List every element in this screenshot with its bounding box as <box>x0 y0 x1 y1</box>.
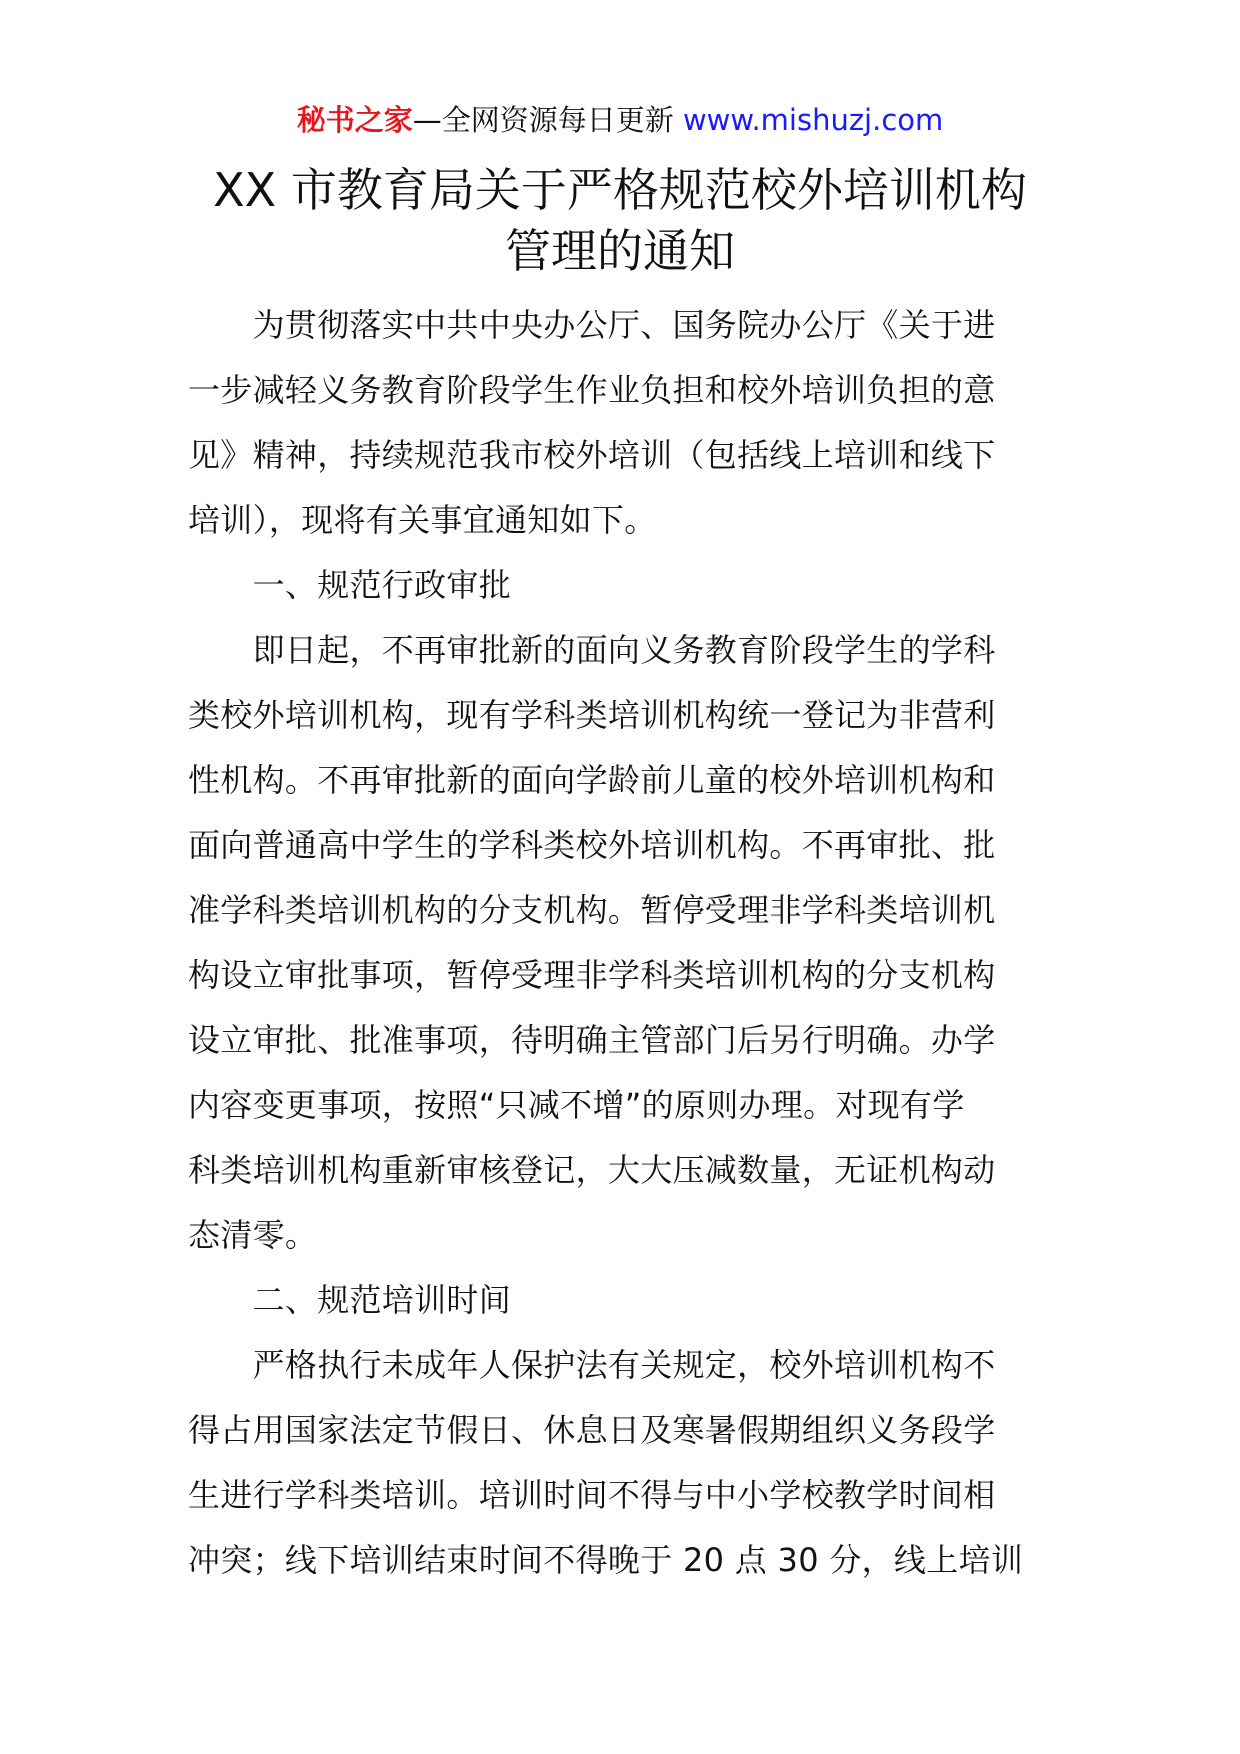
body-line: 准学科类培训机构的分支机构。暂停受理非学科类培训机 <box>188 891 996 929</box>
body-line: 严格执行未成年人保护法有关规定，校外培训机构不 <box>188 1346 996 1384</box>
body-line: 态清零。 <box>188 1216 318 1254</box>
site-url-link[interactable]: www.mishuzj.com <box>682 103 944 137</box>
section-heading-2: 二、规范培训时间 <box>188 1281 512 1319</box>
banner-slogan: —全网资源每日更新 <box>412 103 674 137</box>
body-line: 构设立审批事项，暂停受理非学科类培训机构的分支机构 <box>188 956 996 994</box>
body-line: 一步减轻义务教育阶段学生作业负担和校外培训负担的意 <box>188 371 996 409</box>
body-line: 内容变更事项，按照“只减不增”的原则办理。对现有学 <box>188 1086 965 1124</box>
body-line: 即日起，不再审批新的面向义务教育阶段学生的学科 <box>188 631 996 669</box>
section-heading-1: 一、规范行政审批 <box>188 566 512 604</box>
body-line: 科类培训机构重新审核登记，大大压减数量，无证机构动 <box>188 1151 996 1189</box>
body-line: 为贯彻落实中共中央办公厅、国务院办公厅《关于进 <box>188 306 996 344</box>
body-line: 生进行学科类培训。培训时间不得与中小学校教学时间相 <box>188 1476 996 1514</box>
brand-name: 秘书之家 <box>296 103 413 137</box>
body-line: 性机构。不再审批新的面向学龄前儿童的校外培训机构和 <box>188 761 996 799</box>
body-line: 培训），现将有关事宜通知如下。 <box>188 501 657 539</box>
body-line: 见》精神，持续规范我市校外培训（包括线上培训和线下 <box>188 436 996 474</box>
title-line-1: XX 市教育局关于严格规范校外培训机构 <box>213 163 1027 217</box>
document-title <box>0 160 1240 282</box>
document-body <box>188 293 1058 1593</box>
body-line: 设立审批、批准事项，待明确主管部门后另行明确。办学 <box>188 1021 996 1059</box>
body-line: 面向普通高中学生的学科类校外培训机构。不再审批、批 <box>188 826 996 864</box>
body-line: 类校外培训机构，现有学科类培训机构统一登记为非营利 <box>188 696 996 734</box>
title-line-2: 管理的通知 <box>505 224 735 278</box>
body-line: 得占用国家法定节假日、休息日及寒暑假期组织义务段学 <box>188 1411 996 1449</box>
body-line: 冲突；线下培训结束时间不得晚于 20 点 30 分，线上培训 <box>188 1541 1024 1579</box>
site-banner <box>0 100 1240 140</box>
